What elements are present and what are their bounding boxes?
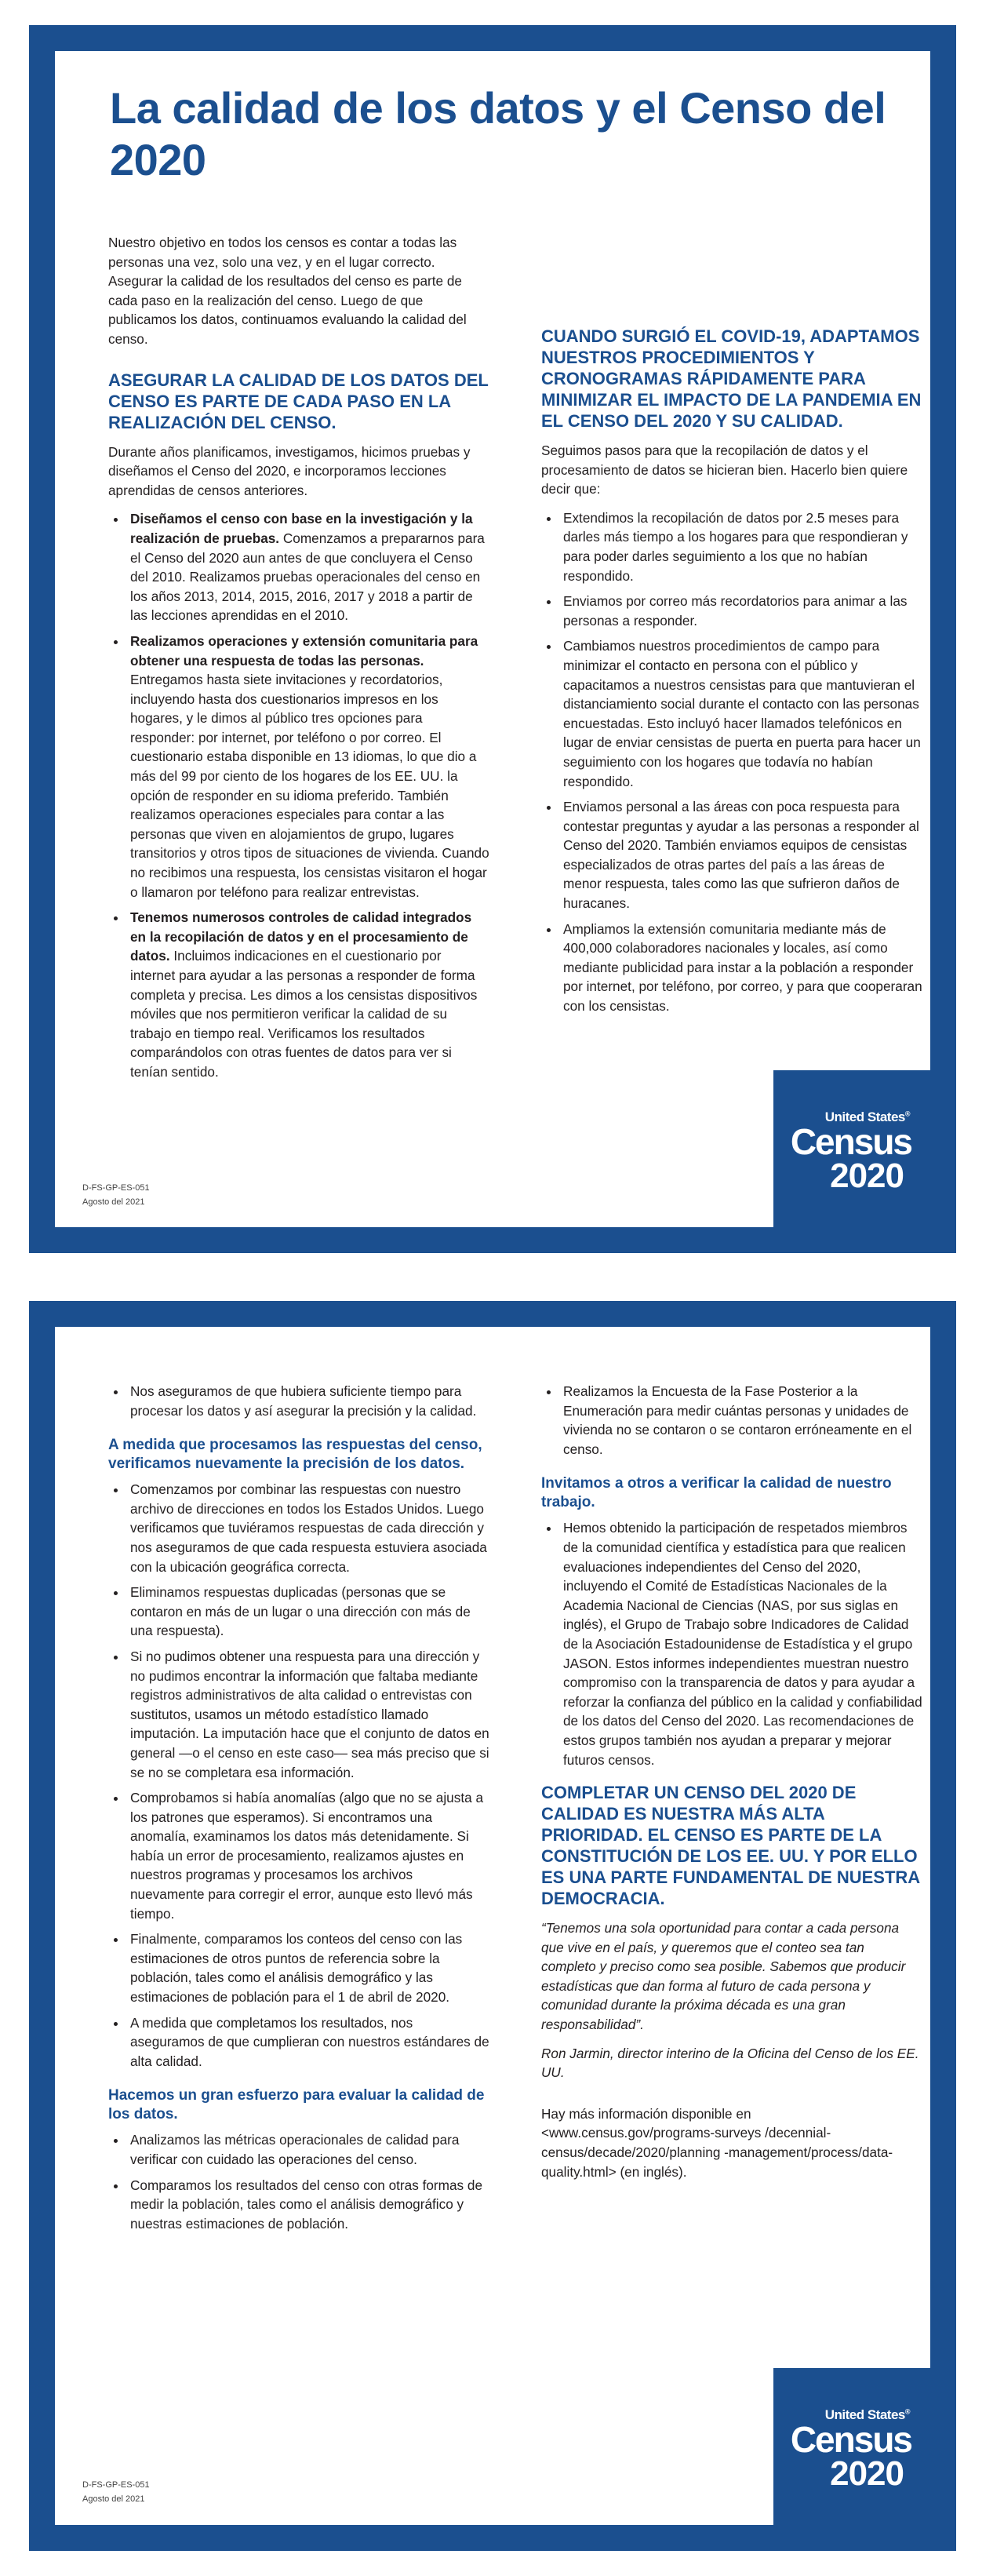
processing-steps-list xyxy=(108,1480,489,2071)
page-1-frame xyxy=(29,25,956,1253)
list-item: • Eliminamos respuestas duplicadas (personas que se contaron en más de un lugar o una dirección con más de una respuesta). xyxy=(127,1583,489,1641)
list-item: • Comenzamos por combinar las respuestas con nuestro archivo de direcciones en todos los Estados Unidos. Luego verificamos que tuviéramos respuestas de cada dirección y nos aseguramos de que cada respuesta estuviera asociada con la ubicación geográfica correcta. xyxy=(127,1480,489,1576)
director-quote: “Tenemos una sola oportunidad para contar a cada persona que vive en el país, y queremos que el conteo sea tan completo y preciso como sea posible. Sabemos que producir estadísticas que dan forma al futuro de cada persona y comunidad durante la próxima década es una gran responsabilidad”. xyxy=(541,1920,906,2033)
list-item: • Enviamos por correo más recordatorios para animar a las personas a responder. xyxy=(560,592,922,630)
covid-steps-list xyxy=(541,508,922,1016)
list-item xyxy=(127,908,489,1081)
list-item: • Realizamos la Encuesta de la Fase Posterior a la Enumeración para medir cuántas personas y unidades de vivienda no se contaron o se contaron erróneamente en el censo. xyxy=(560,1382,922,1459)
list-item: • Si no pudimos obtener una respuesta para una dirección y no pudimos encontrar la información que faltaba mediante registros administrativos de alta calidad o entrevistas con sustitutos, usamos un método estadístico llamado imputación. La imputación hace que el conjunto de datos en general —o el censo en este caso— sea más preciso que si se no se completara esa información. xyxy=(127,1647,489,1782)
list-item-lead: Realizamos operaciones y extensión comunitaria para obtener una respuesta de todas las personas. xyxy=(130,632,478,669)
page-1-footer xyxy=(82,1181,150,1209)
planning-paragraph: Durante años planificamos, investigamos, hicimos pruebas y diseñamos el Censo del 2020, e incorporamos lecciones aprendidas de censos anteriores. xyxy=(108,443,471,498)
publication-date: Agosto del 2021 xyxy=(82,1197,145,1207)
page-2-left-column xyxy=(108,1382,489,2239)
list-item: • A medida que completamos los resultados, nos aseguramos de que cumplieran con nuestros estándares de alta calidad. xyxy=(127,2013,489,2071)
list-item: • Ampliamos la extensión comunitaria mediante más de 400,000 colaboradores nacionales y locales, así como mediante publicidad para instar a la población a responder por internet, por teléfono, por correo, y para que cooperaran con los censistas. xyxy=(560,920,922,1016)
page-1-content xyxy=(55,51,930,1227)
list-item: • Enviamos personal a las áreas con poca respuesta para contestar preguntas y ayudar a las personas a responder al Censo del 2020. También enviamos equipos de censistas especializados de otras partes del país a las áreas de menor respuesta, tales como las que sufrieron daños de huracanes. xyxy=(560,797,922,913)
quality-steps-list xyxy=(108,509,489,1081)
list-item: • Comparamos los resultados del censo con otras formas de medir la población, tales como el análisis demográfico y nuestras estimaciones de población. xyxy=(127,2176,489,2234)
list-item-lead: Diseñamos el censo con base en la investigación y la realización de pruebas. xyxy=(130,511,473,546)
list-item: • Extendimos la recopilación de datos por 2.5 meses para darles más tiempo a los hogares para que respondieran y para poder darles seguimiento a los que no habían respondido. xyxy=(560,508,922,585)
logo-year: 2020 xyxy=(830,2454,904,2493)
list-item: • Nos aseguramos de que hubiera suficiente tiempo para procesar los datos y así asegurar la precisión y la calidad. xyxy=(127,1382,489,1420)
page-1-left-column xyxy=(108,233,489,1088)
evaluation-steps-list xyxy=(108,2130,489,2233)
page-2-content xyxy=(55,1327,930,2525)
evaluation-steps-list-continued xyxy=(541,1382,922,1459)
covid-paragraph: Seguimos pasos para que la recopilación de datos y el procesamiento de datos se hicieran bien. Hacerlo bien quiere decir que: xyxy=(541,443,908,497)
publication-date: Agosto del 2021 xyxy=(82,2494,145,2504)
section-heading-quality: ASEGURAR LA CALIDAD DE LOS DATOS DEL CENSO ES PARTE DE CADA PASO EN LA REALIZACIÓN DEL CENSO. xyxy=(108,370,489,432)
section-heading-evaluation: Hacemos un gran esfuerzo para evaluar la calidad de los datos. xyxy=(108,2087,485,2123)
logo-census: Census xyxy=(790,1121,911,1162)
logo-united-states: United States® xyxy=(824,2407,910,2422)
more-info-paragraph: Hay más información disponible en <www.census.gov/programs-surveys /decennial-census/decade/2020/planning -management/process/data-quality.html> (en inglés). xyxy=(541,2105,893,2180)
continuation-list xyxy=(108,1382,489,1420)
document-code: D-FS-GP-ES-051 xyxy=(82,1183,150,1193)
census-2020-logo xyxy=(773,1070,930,1227)
list-item: • Hemos obtenido la participación de respetados miembros de la comunidad científica y estadística para que realicen evaluaciones independientes del Censo del 2020, incluyendo el Comité de Estadísticas Nacionales de la Academia Nacional de Ciencias (NAS, por sus siglas en inglés), el Grupo de Trabajo sobre Indicadores de Calidad de la Asociación Estadounidense de Estadística y el grupo JASON. Estos informes independientes muestran nuestro compromiso con la transparencia de datos y para ayudar a reforzar la confianza del público en la calidad y confiabilidad de los datos del Censo del 2020. Las recomendaciones de estos grupos también nos ayudan a preparar y mejorar futuros censos. xyxy=(560,1518,922,1769)
list-item-text: Incluimos indicaciones en el cuestionario por internet para ayudar a las personas a responder de forma completa y precisa. Les dimos a los censistas dispositivos móviles que nos permitieron verificar la calidad de su trabajo en tiempo real. Verificamos los resultados comparándolos con otras fuentes de datos para ver si tenían sentido. xyxy=(130,948,478,1080)
list-item-text: Comenzamos a prepararnos para el Censo del 2020 aun antes de que concluyera el Censo del 2010. Realizamos pruebas operacionales del censo en los años 2013, 2014, 2015, 2016, 2017 y 2018 a partir de las lecciones aprendidas en el 2010. xyxy=(130,530,485,624)
list-item: • Analizamos las métricas operacionales de calidad para verificar con cuidado las operaciones del censo. xyxy=(127,2130,489,2169)
quote-attribution: Ron Jarmin, director interino de la Oficina del Censo de los EE. UU. xyxy=(541,2045,919,2081)
section-heading-priority: COMPLETAR UN CENSO DEL 2020 DE CALIDAD ES NUESTRA MÁS ALTA PRIORIDAD. EL CENSO ES PARTE DE LA CONSTITUCIÓN DE LOS EE. UU. Y POR ELLO ES UNA PARTE FUNDAMENTAL DE NUESTRA DEMOCRACIA. xyxy=(541,1783,920,1909)
page-2-right-column xyxy=(541,1382,922,2191)
list-item-text: Entregamos hasta siete invitaciones y recordatorios, incluyendo hasta dos cuestionarios impresos en los hogares, y le dimos al público tres opciones para responder: por internet, por teléfono o por correo. El cuestionario estaba disponible en 13 idiomas, lo que dio a más del 99 por ciento de los hogares de los EE. UU. la opción de responder en su idioma preferido. También realizamos operaciones especiales para contar a las personas que viven en alojamientos de grupo, lugares transitorios y otros tipos de situaciones de vivienda. Cuando no recibimos una respuesta, los censistas visitaron el hogar o llamaron por teléfono para realizar entrevistas. xyxy=(130,672,489,900)
document-code: D-FS-GP-ES-051 xyxy=(82,2480,150,2490)
list-item: • Finalmente, comparamos los conteos del censo con las estimaciones de otros puntos de referencia sobre la población, tales como el análisis demográfico y las estimaciones de población para el 1 de abril de 2020. xyxy=(127,1929,489,2006)
logo-year: 2020 xyxy=(830,1157,904,1195)
intro-paragraph: Nuestro objetivo en todos los censos es contar a todas las personas una vez, solo una vez, y en el lugar correcto. Asegurar la calidad de los resultados del censo es parte de cada paso en la realización del censo. Luego de que publicamos los datos, continuamos evaluando la calidad del censo. xyxy=(108,235,467,347)
section-heading-covid: CUANDO SURGIÓ EL COVID-19, ADAPTAMOS NUESTROS PROCEDIMIENTOS Y CRONOGRAMAS RÁPIDAMENTE PARA MINIMIZAR EL IMPACTO DE LA PANDEMIA EN EL CENSO DEL 2020 Y SU CALIDAD. xyxy=(541,326,922,431)
list-item xyxy=(127,632,489,902)
section-heading-verification: Invitamos a otros a verificar la calidad de nuestro trabajo. xyxy=(541,1475,892,1511)
page-2-frame xyxy=(29,1301,956,2551)
list-item-lead: Tenemos numerosos controles de calidad integrados en la recopilación de datos y en el procesamiento de datos. xyxy=(130,909,472,964)
verification-list xyxy=(541,1518,922,1769)
page-2-footer xyxy=(82,2478,150,2506)
list-item: • Cambiamos nuestros procedimientos de campo para minimizar el contacto en persona con el público y capacitamos a nuestros censistas para que mantuvieran el distanciamiento social durante el contacto con las personas encuestadas. Esto incluyó hacer llamados telefónicos en lugar de enviar censistas de puerta en puerta para hacer un seguimiento con los hogares que todavía no habían respondido. xyxy=(560,636,922,791)
page-1-right-column xyxy=(541,326,922,1022)
list-item: • Comprobamos si había anomalías (algo que no se ajusta a los patrones que esperamos). Si encontramos una anomalía, examinamos los datos más detenidamente. Si había un error de procesamiento, realizamos ajustes en nuestros programas y procesamos los archivos nuevamente para corregir el error, aunque esto llevó más tiempo. xyxy=(127,1788,489,1923)
section-heading-processing: A medida que procesamos las respuestas del censo, verificamos nuevamente la precisión de los datos. xyxy=(108,1437,482,1473)
logo-census: Census xyxy=(790,2419,911,2460)
page-title: La calidad de los datos y el Censo del 2020 xyxy=(110,83,886,184)
logo-united-states: United States® xyxy=(824,1109,910,1124)
list-item xyxy=(127,509,489,625)
census-2020-logo xyxy=(773,2368,930,2525)
